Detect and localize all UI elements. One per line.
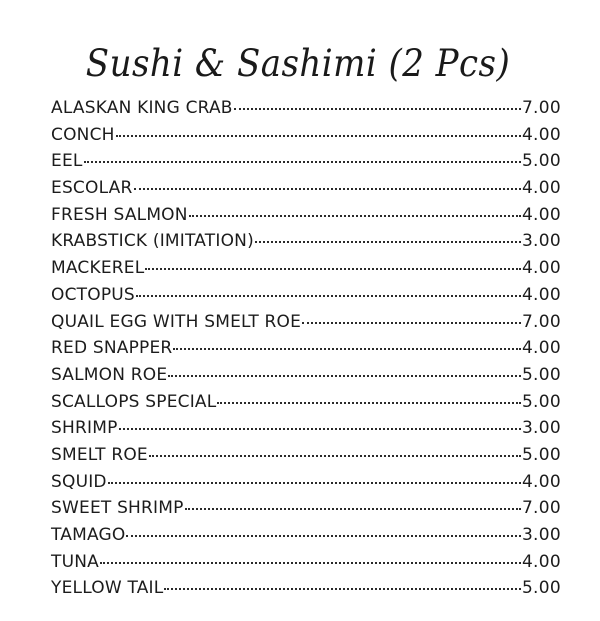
- dot-leader: [255, 241, 521, 243]
- menu-item: [51, 552, 561, 579]
- menu-item-price: 4.00: [521, 551, 561, 572]
- dot-leader: [108, 482, 521, 484]
- menu-item-price: 5.00: [521, 444, 561, 465]
- menu-item-name: KRABSTICK (IMITATION): [51, 231, 254, 252]
- menu-item: [51, 472, 561, 499]
- menu-item-price: 7.00: [521, 311, 561, 332]
- dot-leader: [302, 322, 521, 324]
- menu-item: [51, 151, 561, 178]
- menu-item: [51, 98, 561, 125]
- dot-leader: [173, 348, 520, 350]
- menu-item-price: 4.00: [521, 178, 561, 199]
- menu-item-price: 5.00: [521, 364, 561, 385]
- menu-item: [51, 231, 561, 258]
- menu-item: [51, 338, 561, 365]
- menu-item-name: YELLOW TAIL: [51, 578, 164, 599]
- menu-item-price: 7.00: [521, 98, 561, 118]
- menu-item-price: 3.00: [521, 525, 561, 545]
- menu-item-price: 7.00: [521, 498, 561, 519]
- menu-item-price: 5.00: [521, 578, 561, 599]
- menu-item: [51, 125, 561, 152]
- menu-item-price: 5.00: [521, 151, 561, 172]
- menu-item: [51, 498, 561, 525]
- dot-leader: [217, 402, 521, 404]
- menu-item-name: CONCH: [51, 124, 115, 145]
- menu-item-price: 4.00: [521, 258, 561, 279]
- menu-item: [51, 525, 561, 552]
- menu-item-price: 4.00: [521, 284, 561, 305]
- menu-item-price: 5.00: [521, 391, 561, 412]
- dot-leader: [168, 375, 521, 377]
- menu-item-price: 4.00: [521, 204, 561, 225]
- dot-leader: [234, 108, 521, 110]
- dot-leader: [185, 508, 521, 510]
- dot-leader: [136, 295, 521, 297]
- menu-item: [51, 258, 561, 285]
- menu-item-name: ESCOLAR: [51, 178, 133, 199]
- menu-item-name: SWEET SHRIMP: [51, 498, 184, 519]
- menu-item: [51, 178, 561, 205]
- menu-item: [51, 365, 561, 392]
- dot-leader: [100, 562, 521, 564]
- dot-leader: [134, 188, 521, 190]
- menu-item-name: MACKEREL: [51, 258, 145, 279]
- menu-item-price: 3.00: [521, 231, 561, 252]
- menu-item-name: EEL: [51, 151, 83, 172]
- menu-item: [51, 445, 561, 472]
- menu-item-price: 4.00: [521, 471, 561, 492]
- menu-item: [51, 578, 561, 605]
- menu-item-price: 4.00: [521, 338, 561, 359]
- menu-item: [51, 312, 561, 339]
- menu-item: [51, 418, 561, 445]
- dot-leader: [149, 455, 521, 457]
- menu-item-name: SHRIMP: [51, 418, 118, 439]
- menu-item-name: SALMON ROE: [51, 364, 168, 385]
- menu-item: [51, 285, 561, 312]
- menu-item-name: SQUID: [51, 471, 107, 492]
- menu-item-name: RED SNAPPER: [51, 338, 173, 359]
- menu-item-name: SMELT ROE: [51, 444, 148, 465]
- dot-leader: [164, 588, 521, 590]
- menu-item-name: TUNA: [51, 551, 99, 572]
- dot-leader: [119, 428, 521, 430]
- dot-leader: [145, 268, 521, 270]
- menu-item-name: ALASKAN KING CRAB: [51, 98, 233, 118]
- menu-item-name: FRESH SALMON: [51, 204, 188, 225]
- dot-leader: [126, 535, 520, 537]
- menu-item: [51, 392, 561, 419]
- dot-leader: [84, 161, 521, 163]
- menu-item-name: SCALLOPS SPECIAL: [51, 391, 217, 412]
- menu-item-list: [51, 98, 561, 605]
- menu-item-name: QUAIL EGG WITH SMELT ROE: [51, 311, 302, 332]
- menu-item-price: 4.00: [521, 124, 561, 145]
- menu-item-price: 3.00: [521, 418, 561, 439]
- menu-item-name: TAMAGO: [51, 525, 126, 545]
- dot-leader: [116, 135, 521, 137]
- menu-item-name: OCTOPUS: [51, 284, 135, 305]
- dot-leader: [189, 215, 521, 217]
- menu-section-title: Sushi & Sashimi (2 Pcs): [85, 42, 511, 85]
- menu-item: [51, 205, 561, 232]
